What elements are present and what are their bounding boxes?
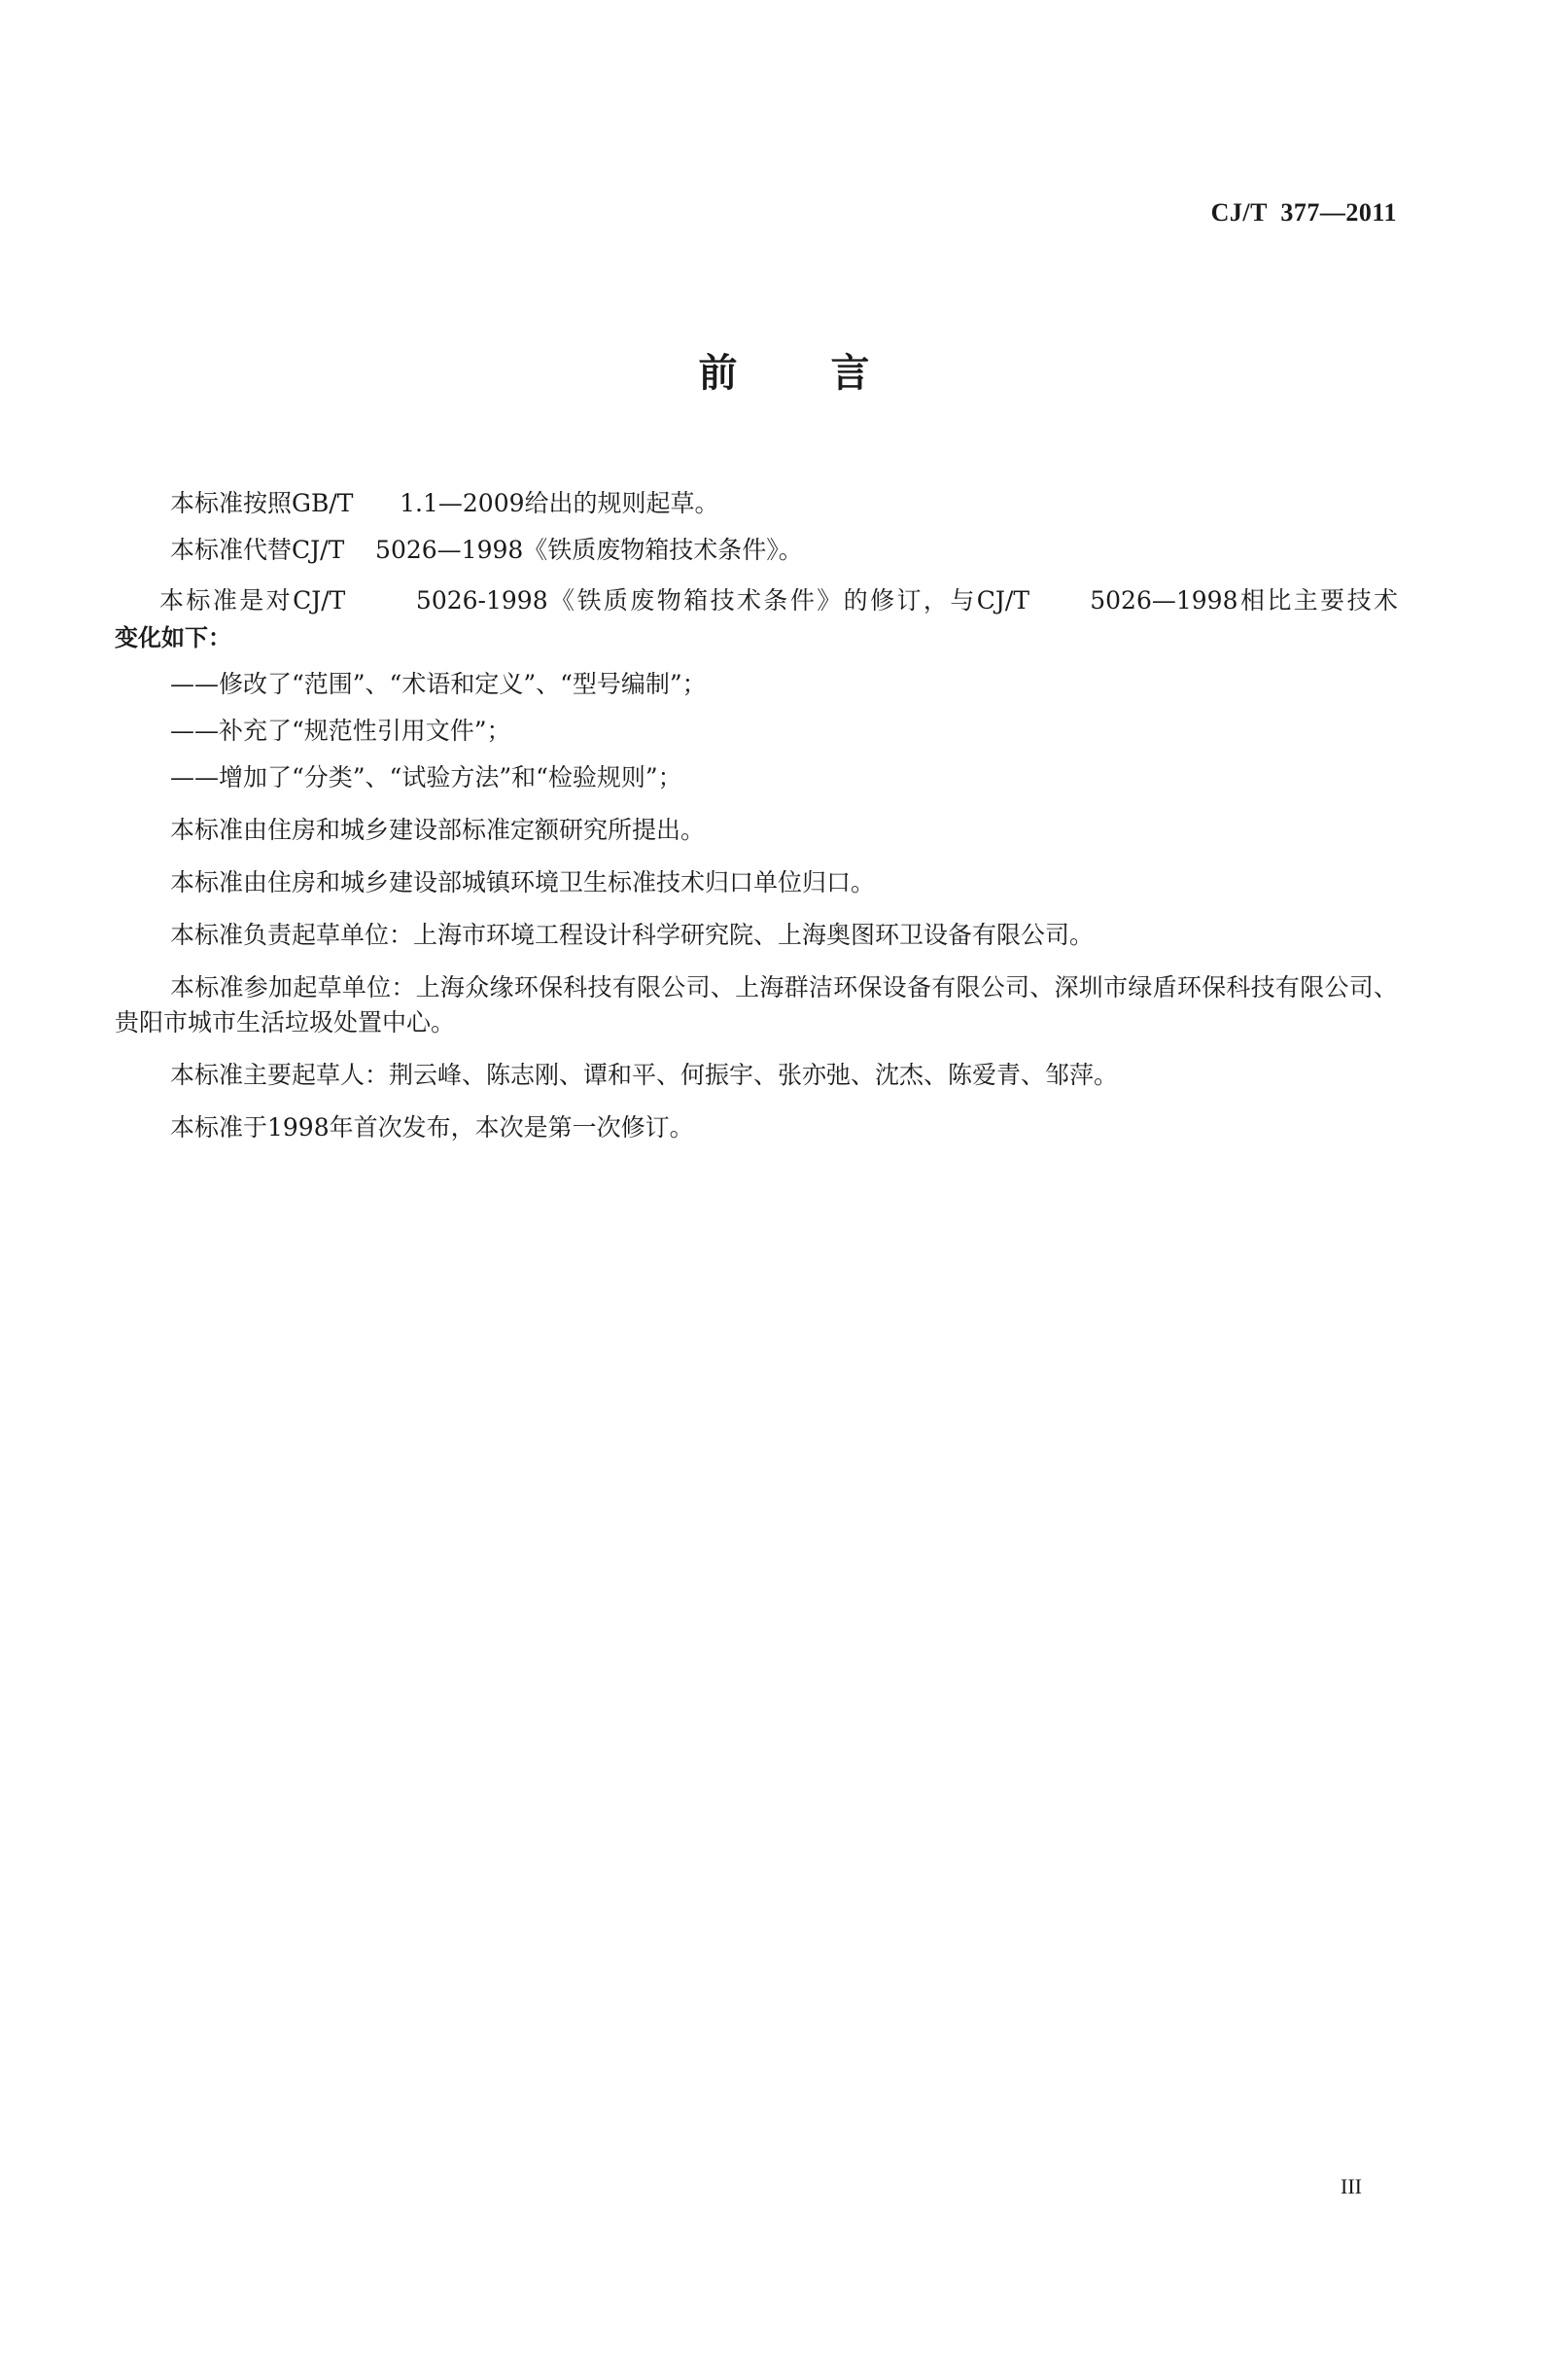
list-item-modified: ——修改了“范围”、“术语和定义”、“型号编制”； [170,670,707,698]
paragraph-main-drafters: 本标准主要起草人：荆云峰、陈志刚、谭和平、何振宇、张亦弛、沈杰、陈爱青、邹萍。 [170,1061,1119,1089]
list-item-added: ——增加了“分类”、“试验方法”和“检验规则”； [170,763,682,791]
paragraph-revision-intro-cont: 变化如下： [115,624,231,651]
paragraph-lead-drafters: 本标准负责起草单位：上海市环境工程设计科学研究院、上海奥图环卫设备有限公司。 [170,921,1095,949]
paragraph-proposed-by: 本标准由住房和城乡建设部标准定额研究所提出。 [170,816,706,844]
list-item-supplemented: ——补充了“规范性引用文件”； [170,717,511,745]
standard-number: CJ/T 377—2011 [1210,198,1397,227]
page-title: 前言 [698,351,963,396]
paragraph-participating-drafters: 本标准参加起草单位：上海众缘环保科技有限公司、上海群洁环保设备有限公司、深圳市绿盾环保科技有限公司、贵阳市城市生活垃圾处置中心。 [115,973,1398,1036]
paragraph-revision-intro: 本标准是对CJ/T 5026-1998《铁质废物箱技术条件》的修订，与CJ/T 5026—1998相比主要技术 [159,586,1398,615]
paragraph-replaces: 本标准代替CJ/T 5026—1998《铁质废物箱技术条件》。 [170,536,803,564]
foreword-body [115,486,1398,1145]
paragraph-centralized-by: 本标准由住房和城乡建设部城镇环境卫生标准技术归口单位归口。 [170,868,876,896]
paragraph-publication-history: 本标准于1998年首次发布，本次是第一次修订。 [170,1113,694,1141]
page-number: III [1341,2174,1362,2198]
paragraph-drafting-rules: 本标准按照GB/T 1.1—2009给出的规则起草。 [170,489,719,517]
